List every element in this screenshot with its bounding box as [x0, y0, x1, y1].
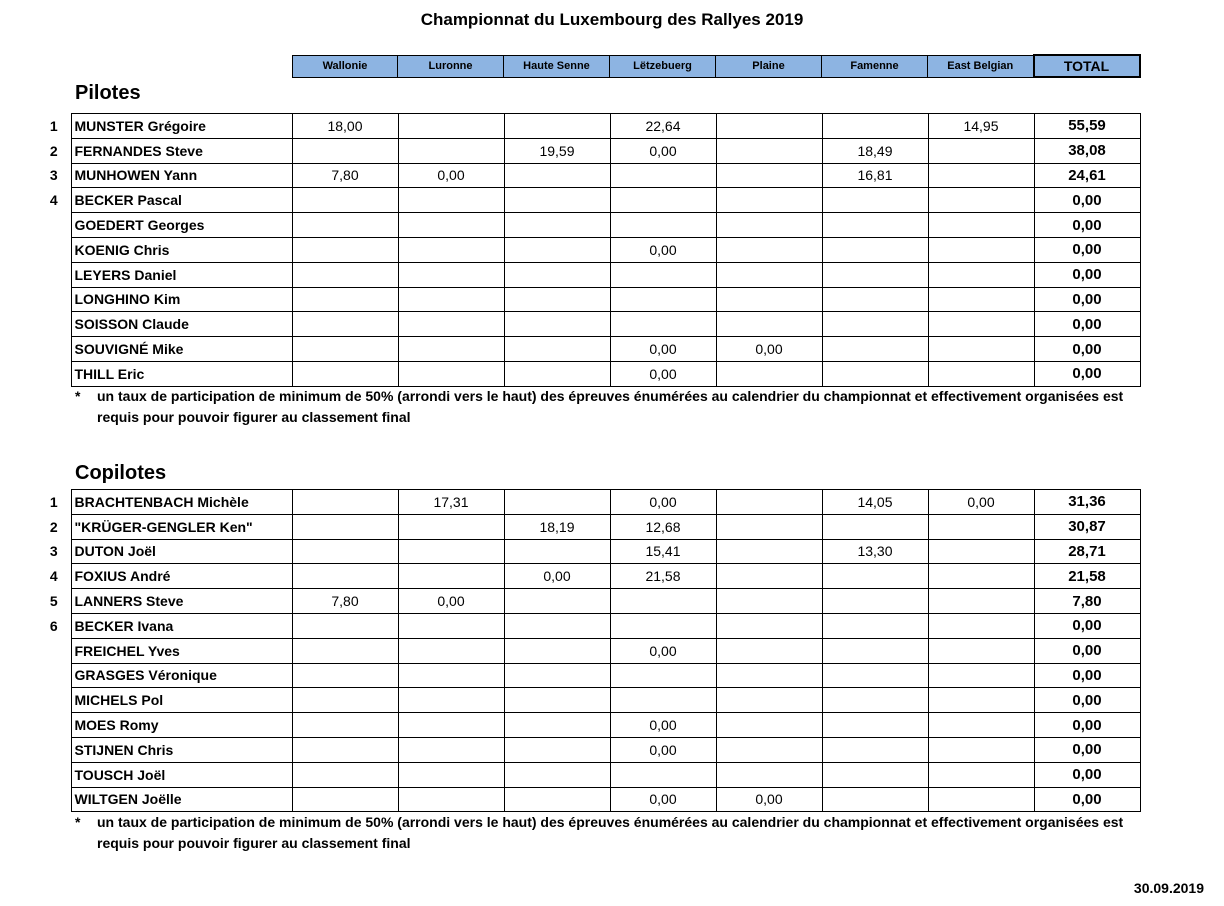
copilotes-footnote	[75, 812, 1155, 854]
total-cell: 31,36	[1034, 490, 1140, 515]
score-cell	[928, 539, 1034, 564]
score-cell	[504, 287, 610, 312]
score-cell	[610, 213, 716, 238]
score-cell	[292, 312, 398, 337]
rank-cell: 3	[49, 167, 58, 184]
column-header-bar	[292, 54, 1141, 78]
score-cell	[398, 213, 504, 238]
score-cell	[610, 287, 716, 312]
total-cell: 55,59	[1034, 114, 1140, 139]
table-row	[37, 490, 1140, 515]
table-row	[37, 589, 1140, 614]
rank-cell: 1	[49, 117, 58, 134]
score-cell	[610, 163, 716, 188]
score-cell	[716, 262, 822, 287]
copilotes-table	[37, 489, 1141, 812]
score-cell	[716, 762, 822, 787]
total-cell: 0,00	[1034, 787, 1140, 812]
score-cell	[398, 138, 504, 163]
rank-cell	[37, 361, 71, 386]
table-row	[37, 688, 1140, 713]
total-cell: 24,61	[1034, 163, 1140, 188]
score-cell	[716, 213, 822, 238]
rank-cell: 2	[49, 142, 58, 159]
score-cell	[504, 163, 610, 188]
table-row	[37, 663, 1140, 688]
rank-cell	[37, 262, 71, 287]
score-cell	[398, 713, 504, 738]
score-cell	[822, 361, 928, 386]
rank-cell	[37, 787, 71, 812]
rank-cell	[37, 762, 71, 787]
score-cell	[928, 213, 1034, 238]
score-cell	[504, 787, 610, 812]
score-cell	[822, 114, 928, 139]
score-cell: 0,00	[610, 490, 716, 515]
score-cell	[928, 762, 1034, 787]
score-cell	[292, 539, 398, 564]
score-cell	[716, 688, 822, 713]
total-cell: 0,00	[1034, 188, 1140, 213]
score-cell	[292, 737, 398, 762]
section-title-copilotes: Copilotes	[75, 462, 167, 484]
score-cell: 19,59	[504, 138, 610, 163]
score-cell	[398, 737, 504, 762]
footnote-text: un taux de participation de minimum de 50% (arrondi vers le haut) des épreuves énumérées au calendrier du championnat et effectivement organisées est requis pour pouvoir figurer au classement final	[97, 814, 1124, 851]
rank-cell: 2	[49, 518, 58, 535]
table-row	[37, 638, 1140, 663]
score-cell	[504, 114, 610, 139]
rank-cell	[37, 638, 71, 663]
score-cell	[504, 663, 610, 688]
rank-cell	[37, 213, 71, 238]
score-cell	[822, 188, 928, 213]
rank-cell	[37, 337, 71, 362]
total-cell: 0,00	[1034, 337, 1140, 362]
table-row	[37, 262, 1140, 287]
rank-cell	[37, 688, 71, 713]
score-cell	[928, 663, 1034, 688]
table-row	[37, 138, 1140, 163]
score-cell	[292, 688, 398, 713]
score-cell	[398, 188, 504, 213]
score-cell	[928, 514, 1034, 539]
score-cell: 0,00	[610, 787, 716, 812]
driver-name-cell: BECKER Ivana	[71, 613, 292, 638]
rank-cell: 4	[49, 192, 58, 209]
score-cell	[610, 762, 716, 787]
score-cell	[928, 638, 1034, 663]
score-cell	[716, 564, 822, 589]
score-cell	[928, 713, 1034, 738]
driver-name-cell: BECKER Pascal	[71, 188, 292, 213]
table-row	[37, 287, 1140, 312]
score-cell: 14,95	[928, 114, 1034, 139]
score-cell	[292, 490, 398, 515]
score-cell	[716, 589, 822, 614]
driver-name-cell: STIJNEN Chris	[71, 737, 292, 762]
score-cell	[716, 539, 822, 564]
score-cell	[504, 613, 610, 638]
column-header-plaine: Plaine	[716, 55, 822, 77]
score-cell: 16,81	[822, 163, 928, 188]
score-cell	[716, 490, 822, 515]
score-cell	[928, 564, 1034, 589]
score-cell	[716, 514, 822, 539]
pilotes-footnote	[75, 386, 1155, 428]
score-cell: 0,00	[610, 138, 716, 163]
score-cell: 0,00	[610, 237, 716, 262]
score-cell	[928, 613, 1034, 638]
score-cell	[398, 663, 504, 688]
score-cell	[822, 688, 928, 713]
score-cell	[716, 312, 822, 337]
rank-cell	[37, 287, 71, 312]
score-cell: 15,41	[610, 539, 716, 564]
score-cell	[928, 337, 1034, 362]
score-cell	[504, 337, 610, 362]
score-cell	[398, 539, 504, 564]
driver-name-cell: FERNANDES Steve	[71, 138, 292, 163]
score-cell	[928, 688, 1034, 713]
score-cell	[398, 312, 504, 337]
score-cell	[928, 737, 1034, 762]
score-cell: 0,00	[398, 163, 504, 188]
score-cell	[292, 638, 398, 663]
table-row	[37, 613, 1140, 638]
score-cell	[822, 638, 928, 663]
score-cell: 21,58	[610, 564, 716, 589]
driver-name-cell: WILTGEN Joëlle	[71, 787, 292, 812]
table-row	[37, 188, 1140, 213]
score-cell	[716, 188, 822, 213]
score-cell	[822, 737, 928, 762]
table-row	[37, 713, 1140, 738]
score-cell	[504, 188, 610, 213]
score-cell	[928, 312, 1034, 337]
total-cell: 0,00	[1034, 737, 1140, 762]
total-cell: 0,00	[1034, 361, 1140, 386]
footnote-text: un taux de participation de minimum de 50% (arrondi vers le haut) des épreuves énumérées au calendrier du championnat et effectivement organisées est requis pour pouvoir figurer au classement final	[97, 388, 1124, 425]
score-cell	[822, 589, 928, 614]
score-cell: 18,19	[504, 514, 610, 539]
score-cell	[292, 337, 398, 362]
score-cell: 14,05	[822, 490, 928, 515]
score-cell	[928, 287, 1034, 312]
score-cell	[398, 262, 504, 287]
rank-cell	[37, 312, 71, 337]
section-title-pilotes: Pilotes	[75, 82, 141, 104]
rank-cell: 1	[49, 493, 58, 510]
driver-name-cell: MICHELS Pol	[71, 688, 292, 713]
score-cell: 0,00	[928, 490, 1034, 515]
table-row	[37, 539, 1140, 564]
score-cell	[398, 114, 504, 139]
score-cell: 7,80	[292, 163, 398, 188]
score-cell	[398, 237, 504, 262]
score-cell	[292, 361, 398, 386]
pilotes-table	[37, 113, 1141, 387]
score-cell	[292, 287, 398, 312]
score-cell: 0,00	[716, 787, 822, 812]
score-cell	[928, 237, 1034, 262]
score-cell	[398, 787, 504, 812]
table-row	[37, 564, 1140, 589]
column-header-luronne: Luronne	[398, 55, 504, 77]
score-cell	[716, 287, 822, 312]
driver-name-cell: LANNERS Steve	[71, 589, 292, 614]
score-cell	[610, 613, 716, 638]
score-cell	[292, 663, 398, 688]
score-cell	[292, 713, 398, 738]
rank-cell: 6	[49, 617, 58, 634]
total-cell: 0,00	[1034, 312, 1140, 337]
score-cell	[716, 361, 822, 386]
score-cell: 0,00	[610, 737, 716, 762]
total-cell: 0,00	[1034, 688, 1140, 713]
score-cell	[292, 213, 398, 238]
driver-name-cell: MUNHOWEN Yann	[71, 163, 292, 188]
score-cell	[292, 262, 398, 287]
table-row	[37, 762, 1140, 787]
score-cell: 0,00	[610, 638, 716, 663]
score-cell	[716, 713, 822, 738]
score-cell	[610, 188, 716, 213]
total-cell: 30,87	[1034, 514, 1140, 539]
score-cell	[822, 262, 928, 287]
table-row	[37, 312, 1140, 337]
table-row	[37, 213, 1140, 238]
score-cell	[504, 589, 610, 614]
score-cell	[504, 539, 610, 564]
driver-name-cell: TOUSCH Joël	[71, 762, 292, 787]
score-cell	[822, 613, 928, 638]
rank-cell	[37, 713, 71, 738]
driver-name-cell: LEYERS Daniel	[71, 262, 292, 287]
rank-cell	[37, 737, 71, 762]
score-cell	[610, 688, 716, 713]
score-cell	[716, 163, 822, 188]
score-cell	[398, 638, 504, 663]
score-cell	[504, 737, 610, 762]
score-cell	[292, 613, 398, 638]
score-cell	[504, 262, 610, 287]
score-cell	[610, 589, 716, 614]
score-cell	[928, 188, 1034, 213]
score-cell	[504, 490, 610, 515]
table-row	[37, 114, 1140, 139]
score-cell	[292, 762, 398, 787]
score-cell	[504, 762, 610, 787]
document-date: 30.09.2019	[1133, 880, 1204, 896]
driver-name-cell: SOUVIGNÉ Mike	[71, 337, 292, 362]
score-cell: 0,00	[504, 564, 610, 589]
driver-name-cell: LONGHINO Kim	[71, 287, 292, 312]
score-cell	[504, 312, 610, 337]
score-cell	[292, 237, 398, 262]
score-cell	[928, 262, 1034, 287]
total-cell: 28,71	[1034, 539, 1140, 564]
score-cell: 0,00	[610, 337, 716, 362]
score-cell: 0,00	[610, 361, 716, 386]
column-header-total: TOTAL	[1034, 55, 1140, 77]
score-cell	[398, 287, 504, 312]
score-cell	[398, 361, 504, 386]
column-header-letzebuerg: Lëtzebuerg	[610, 55, 716, 77]
footnote-star: *	[75, 814, 81, 830]
score-cell	[822, 762, 928, 787]
score-cell	[398, 688, 504, 713]
score-cell: 22,64	[610, 114, 716, 139]
score-cell	[928, 787, 1034, 812]
score-cell	[928, 138, 1034, 163]
score-cell	[504, 237, 610, 262]
score-cell	[398, 564, 504, 589]
total-cell: 0,00	[1034, 762, 1140, 787]
score-cell: 12,68	[610, 514, 716, 539]
column-header-haute-senne: Haute Senne	[504, 55, 610, 77]
table-row	[37, 737, 1140, 762]
score-cell: 18,00	[292, 114, 398, 139]
score-cell	[822, 564, 928, 589]
score-cell: 0,00	[610, 713, 716, 738]
score-cell	[292, 138, 398, 163]
score-cell	[398, 337, 504, 362]
driver-name-cell: SOISSON Claude	[71, 312, 292, 337]
score-cell	[398, 613, 504, 638]
score-cell	[716, 663, 822, 688]
score-cell	[822, 713, 928, 738]
driver-name-cell: KOENIG Chris	[71, 237, 292, 262]
table-row	[37, 237, 1140, 262]
footnote-star: *	[75, 388, 81, 404]
score-cell	[822, 312, 928, 337]
page-title: Championnat du Luxembourg des Rallyes 2019	[420, 10, 804, 29]
table-row	[37, 787, 1140, 812]
score-cell	[822, 663, 928, 688]
score-cell	[504, 361, 610, 386]
score-cell: 0,00	[398, 589, 504, 614]
driver-name-cell: BRACHTENBACH Michèle	[71, 490, 292, 515]
driver-name-cell: FOXIUS André	[71, 564, 292, 589]
total-cell: 38,08	[1034, 138, 1140, 163]
total-cell: 0,00	[1034, 287, 1140, 312]
total-cell: 0,00	[1034, 613, 1140, 638]
score-cell	[822, 337, 928, 362]
total-cell: 7,80	[1034, 589, 1140, 614]
score-cell	[292, 188, 398, 213]
table-row	[37, 514, 1140, 539]
score-cell	[822, 514, 928, 539]
score-cell	[716, 114, 822, 139]
table-row	[37, 163, 1140, 188]
score-cell	[716, 638, 822, 663]
column-header-wallonie: Wallonie	[293, 55, 398, 77]
driver-name-cell: FREICHEL Yves	[71, 638, 292, 663]
score-cell	[610, 262, 716, 287]
score-cell	[822, 237, 928, 262]
driver-name-cell: MUNSTER Grégoire	[71, 114, 292, 139]
score-cell	[822, 213, 928, 238]
score-cell	[398, 514, 504, 539]
total-cell: 0,00	[1034, 713, 1140, 738]
score-cell	[822, 287, 928, 312]
score-cell	[928, 589, 1034, 614]
driver-name-cell: "KRÜGER-GENGLER Ken"	[71, 514, 292, 539]
column-header-famenne: Famenne	[822, 55, 928, 77]
score-cell	[398, 762, 504, 787]
table-row	[37, 361, 1140, 386]
total-cell: 0,00	[1034, 638, 1140, 663]
score-cell	[716, 613, 822, 638]
total-cell: 21,58	[1034, 564, 1140, 589]
score-cell	[504, 688, 610, 713]
score-cell: 7,80	[292, 589, 398, 614]
score-cell	[716, 138, 822, 163]
score-cell	[822, 787, 928, 812]
total-cell: 0,00	[1034, 262, 1140, 287]
rank-cell: 3	[49, 543, 58, 560]
score-cell: 0,00	[716, 337, 822, 362]
total-cell: 0,00	[1034, 237, 1140, 262]
driver-name-cell: GOEDERT Georges	[71, 213, 292, 238]
rank-cell	[37, 237, 71, 262]
score-cell	[716, 737, 822, 762]
score-cell	[928, 361, 1034, 386]
total-cell: 0,00	[1034, 213, 1140, 238]
score-cell	[292, 514, 398, 539]
driver-name-cell: MOES Romy	[71, 713, 292, 738]
rank-cell: 4	[49, 568, 58, 585]
score-cell	[928, 163, 1034, 188]
driver-name-cell: GRASGES Véronique	[71, 663, 292, 688]
score-cell	[716, 237, 822, 262]
total-cell: 0,00	[1034, 663, 1140, 688]
table-row	[37, 337, 1140, 362]
driver-name-cell: THILL Eric	[71, 361, 292, 386]
score-cell	[504, 638, 610, 663]
score-cell	[504, 213, 610, 238]
score-cell	[610, 312, 716, 337]
score-cell	[504, 713, 610, 738]
rank-cell	[37, 663, 71, 688]
score-cell	[610, 663, 716, 688]
score-cell	[292, 787, 398, 812]
rank-cell: 5	[49, 593, 58, 610]
score-cell: 18,49	[822, 138, 928, 163]
score-cell	[292, 564, 398, 589]
score-cell: 13,30	[822, 539, 928, 564]
score-cell: 17,31	[398, 490, 504, 515]
column-header-east-belgian: East Belgian	[928, 55, 1034, 77]
driver-name-cell: DUTON Joël	[71, 539, 292, 564]
